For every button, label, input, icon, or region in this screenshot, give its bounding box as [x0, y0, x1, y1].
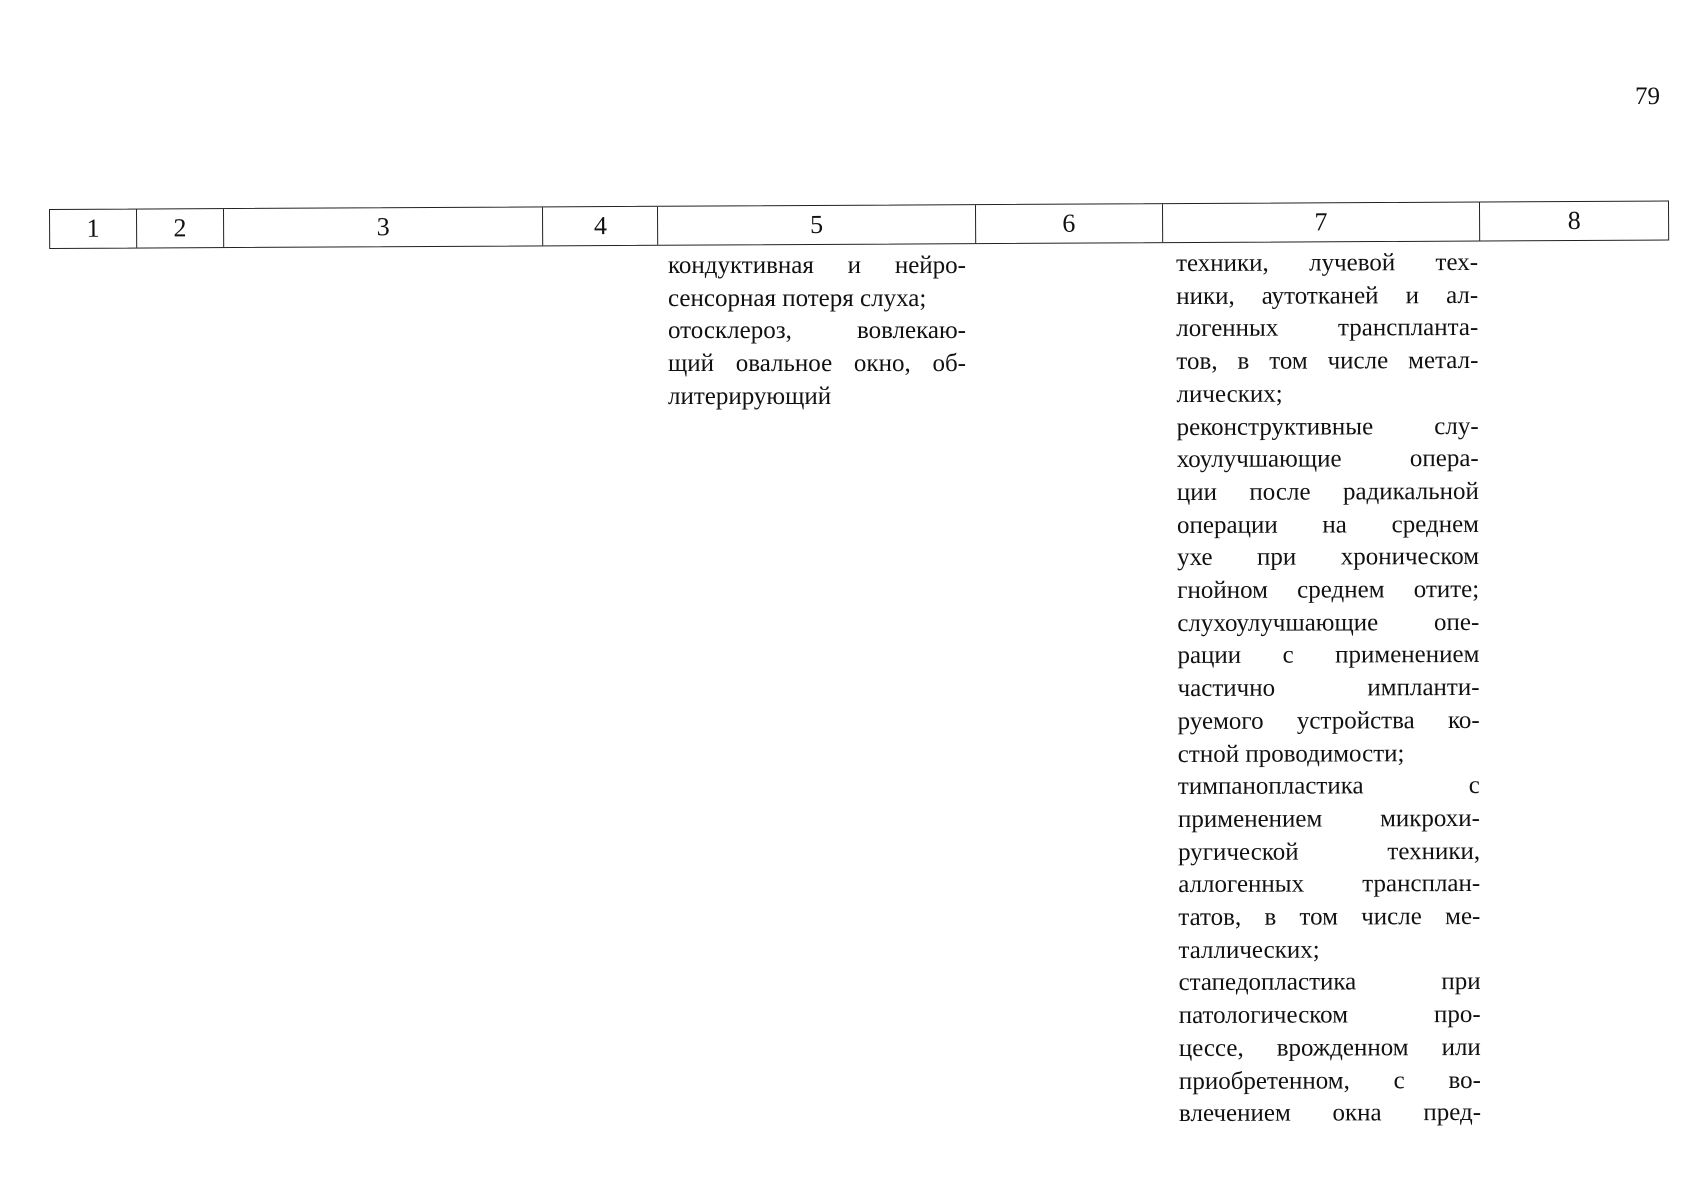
text-line: хоулучшающие опера-	[1176, 445, 1479, 474]
column-header-1: 1	[50, 210, 137, 248]
table-header-row	[49, 201, 1669, 249]
column-header-3: 3	[224, 207, 544, 247]
text-line: ухе при хроническом	[1177, 543, 1480, 572]
text-line: литерирующий	[668, 382, 832, 410]
column-header-5: 5	[658, 205, 976, 245]
text-line: гнойном среднем отите;	[1177, 575, 1480, 605]
text-line: ругической техники,	[1178, 837, 1481, 866]
column-5-text	[668, 250, 966, 414]
page-number: 79	[1635, 83, 1660, 110]
text-line: сенсорная потеря слуха;	[668, 284, 927, 312]
text-line: тов, в том числе метал-	[1176, 347, 1479, 376]
text-line: щий овальное окно, об-	[668, 350, 966, 378]
column-header-7: 7	[1163, 203, 1481, 243]
text-line: ники, аутотканей и ал-	[1176, 281, 1479, 310]
text-line: тимпанопластика с	[1177, 772, 1480, 801]
text-line: операции на среднем	[1176, 510, 1480, 539]
column-header-8: 8	[1567, 205, 1581, 236]
text-line: руемого устройства ко-	[1177, 706, 1480, 735]
text-line: ции после радикальной	[1176, 477, 1479, 506]
column-7-text	[1176, 247, 1481, 1131]
text-line: цессе, врожденном или	[1178, 1033, 1481, 1062]
text-line: техники, лучевой тех-	[1176, 248, 1479, 277]
text-line: татов, в том числе ме-	[1178, 903, 1481, 932]
text-line: слухоулучшающие опе-	[1177, 608, 1480, 637]
text-line: стной проводимости;	[1177, 739, 1405, 768]
text-line: применением микрохи-	[1177, 804, 1481, 833]
text-line: таллических;	[1178, 936, 1320, 964]
text-line: лических;	[1176, 380, 1283, 408]
text-line: реконструктивные слу-	[1176, 412, 1479, 441]
text-line: отосклероз, вовлекаю-	[668, 317, 966, 345]
column-header-4: 4	[543, 207, 658, 246]
text-line: логенных транспланта-	[1176, 314, 1479, 343]
text-line: приобретенном, с во-	[1178, 1066, 1481, 1095]
text-line: патологическом про-	[1178, 1001, 1481, 1030]
text-line: влечением окна пред-	[1178, 1099, 1482, 1128]
column-header-6: 6	[976, 204, 1163, 243]
text-line: рации с применением	[1177, 641, 1480, 670]
text-line: стапедопластика при	[1178, 968, 1481, 997]
text-line: частично импланти-	[1177, 674, 1480, 703]
text-line: кондуктивная и нейро-	[668, 252, 966, 279]
column-header-2: 2	[137, 209, 224, 247]
text-line: аллогенных трансплан-	[1178, 870, 1481, 899]
